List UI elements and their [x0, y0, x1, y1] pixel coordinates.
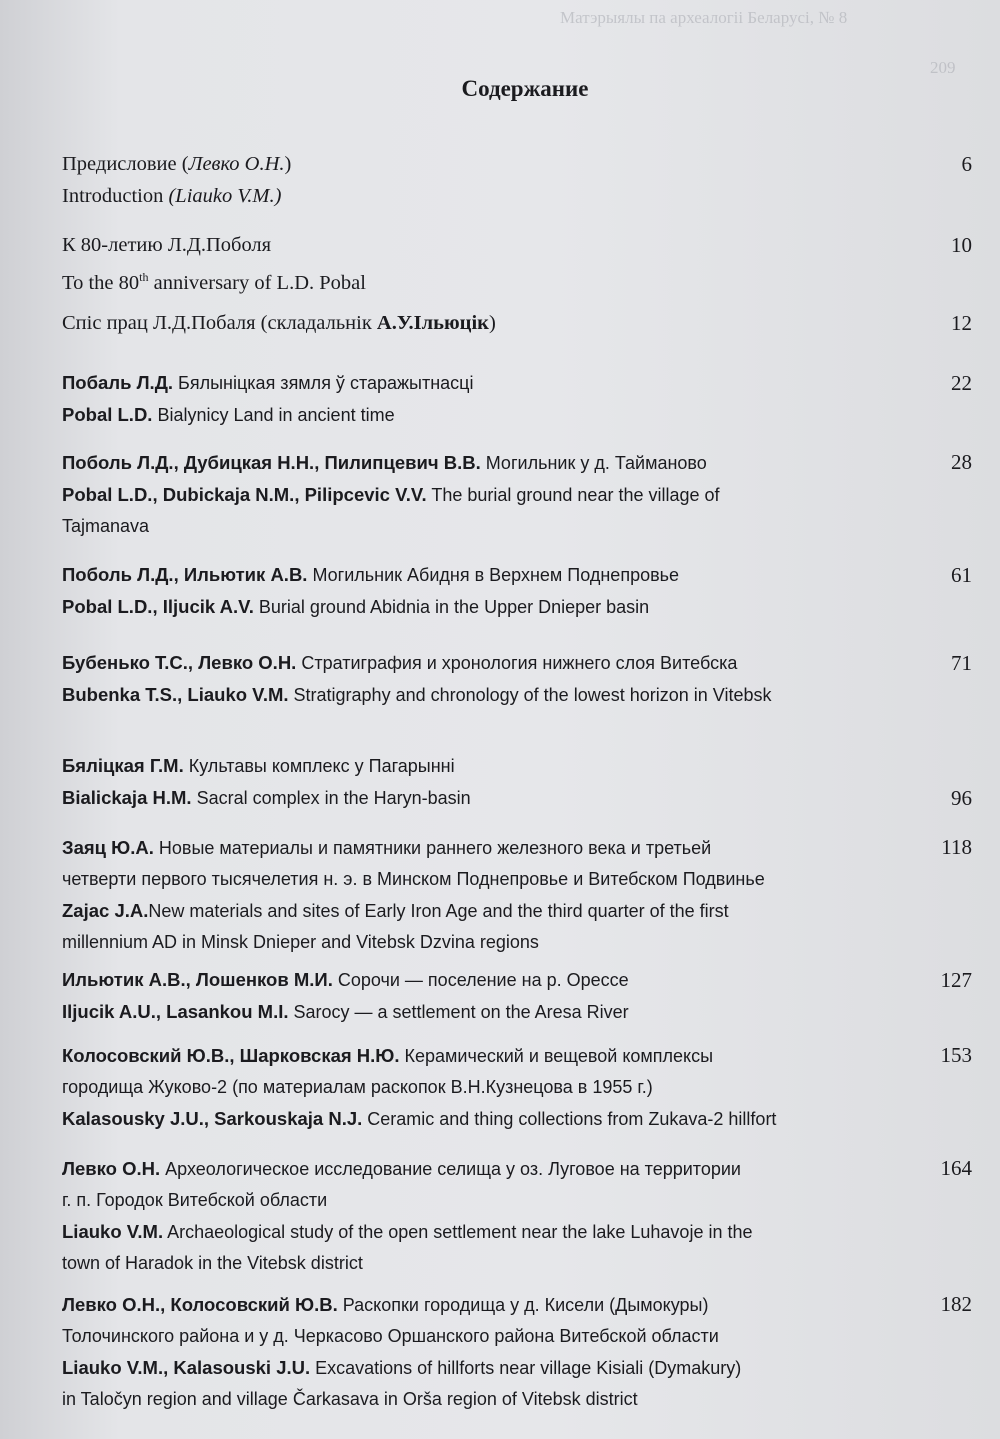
toc-line	[62, 864, 912, 895]
entry-title: четверти первого тысячелетия н. э. в Минском Поднепровье и Витебском Подвинье	[62, 869, 765, 889]
entry-title: town of Haradok in the Vitebsk district	[62, 1253, 363, 1273]
toc-entry	[62, 1153, 972, 1279]
toc-line	[62, 647, 912, 679]
ordinal-suffix: th	[139, 270, 149, 284]
toc-page-number: 22	[951, 371, 972, 395]
toc-entry	[62, 229, 972, 299]
toc-line	[62, 367, 912, 399]
toc-line	[62, 1289, 912, 1321]
entry-title: New materials and sites of Early Iron Age and the third quarter of the first	[148, 901, 729, 921]
toc-line	[62, 750, 912, 782]
toc-line	[62, 927, 912, 958]
entry-title: Стратиграфия и хронология нижнего слоя Витебска	[296, 653, 738, 673]
toc-line	[62, 1153, 912, 1185]
entry-title: Раскопки городища у д. Кисели (Дымокуры)	[337, 1295, 709, 1315]
toc-page-number: 118	[941, 835, 972, 859]
toc-line: To the 80th anniversary of L.D. Pobal	[62, 270, 366, 294]
entry-authors: Bubenka T.S., Liauko V.M.	[62, 684, 289, 705]
page-title: Содержание	[461, 76, 589, 101]
entry-authors: Pobal L.D., Dubickaja N.M., Pilipcevic V.V.	[62, 484, 427, 505]
toc-line: К 80-летию Л.Д.Поболя	[62, 234, 272, 256]
toc-page-number: 61	[951, 563, 972, 587]
toc-entry	[62, 447, 972, 542]
entry-authors: Поболь Л.Д., Ильютик А.В.	[62, 564, 308, 585]
entry-authors: Левко О.Н.	[62, 1158, 161, 1179]
running-head: Матэрыялы па археалогіі Беларусі, № 8	[560, 8, 848, 27]
entry-title: городища Жуково-2 (по материалам раскопок В.Н.Кузнецова в 1955 г.)	[62, 1077, 653, 1097]
entry-author-italic: (Liauko V.M.)	[168, 185, 282, 207]
entry-title: Sacral complex in the Haryn-basin	[191, 788, 471, 808]
toc-entry	[62, 559, 972, 623]
entry-authors: Iljucik A.U., Lasankou M.I.	[62, 1001, 289, 1022]
toc-entry	[62, 832, 972, 958]
toc-page-number: 10	[951, 233, 972, 257]
toc-page-number: 6	[961, 152, 972, 176]
toc-line	[62, 679, 912, 711]
toc-line	[62, 1216, 912, 1248]
entry-title: millennium AD in Minsk Dnieper and Vitebsk Dzvina regions	[62, 932, 539, 952]
entry-title: Могильник у д. Тайманово	[480, 453, 707, 473]
toc-line	[62, 964, 912, 996]
entry-authors: Kalasousky J.U., Sarkouskaja N.J.	[62, 1108, 363, 1129]
entry-title: Stratigraphy and chronology of the lowest horizon in Vitebsk	[288, 685, 772, 705]
toc-page-number: 127	[940, 968, 972, 992]
toc-line	[62, 1384, 912, 1415]
toc-line	[62, 559, 912, 591]
toc-line	[62, 1321, 912, 1352]
entry-title: Tajmanava	[62, 516, 150, 536]
entry-authors: Bialickaja H.M.	[62, 787, 192, 808]
entry-author-italic: Левко О.Н.	[188, 153, 285, 175]
entry-title: Могильник Абидня в Верхнем Поднепровье	[307, 565, 680, 585]
toc-page-number: 71	[951, 651, 972, 675]
entry-authors: Колосовский Ю.В., Шарковская Н.Ю.	[62, 1045, 400, 1066]
entry-title: Керамический и вещевой комплексы	[399, 1046, 714, 1066]
entry-authors: Pobal L.D., Iljucik A.V.	[62, 596, 254, 617]
toc-entry	[62, 1289, 972, 1415]
toc-line	[62, 591, 912, 623]
toc-entry	[62, 964, 972, 1028]
entry-authors: Побаль Л.Д.	[62, 372, 174, 393]
entry-title: Бялыніцкая зямля ў старажытнасці	[173, 373, 474, 393]
entry-title: The burial ground near the village of	[426, 485, 720, 505]
entry-title: Excavations of hillforts near village Kisiali (Dymakury)	[310, 1358, 742, 1378]
entry-title: Археологическое исследование селища у оз. Луговое на территории	[160, 1159, 741, 1179]
entry-authors: Заяц Ю.А.	[62, 837, 154, 858]
entry-title: in Taločyn region and village Čarkasava in Orša region of Vitebsk district	[62, 1389, 638, 1409]
entry-authors: Liauko V.M., Kalasouski J.U.	[62, 1357, 311, 1378]
toc-entry	[62, 367, 972, 431]
toc-page-number: 153	[940, 1043, 972, 1067]
toc-line	[62, 1352, 912, 1384]
toc-line	[62, 782, 912, 814]
toc-page-number: 28	[951, 450, 972, 474]
entry-title: Bialynicy Land in ancient time	[152, 405, 395, 425]
toc-entry	[62, 148, 972, 212]
toc-page-number: 164	[940, 1156, 972, 1180]
entry-authors: Бубенько Т.С., Левко О.Н.	[62, 652, 297, 673]
faint-page-number: 209	[930, 58, 956, 77]
entry-authors: Pobal L.D.	[62, 404, 153, 425]
toc-line	[62, 479, 912, 511]
toc-line: Introduction (Liauko V.M.)	[62, 185, 282, 207]
toc-page-number: 182	[940, 1292, 972, 1316]
entry-authors: Zajac J.A.	[62, 900, 149, 921]
toc-line	[62, 447, 912, 479]
toc-line	[62, 832, 912, 864]
entry-title: Sarocy — a settlement on the Aresa River	[288, 1002, 629, 1022]
entry-title: Культавы комплекс у Пагарынні	[183, 756, 455, 776]
toc-line	[62, 511, 912, 542]
entry-authors: Поболь Л.Д., Дубицкая Н.Н., Пилипцевич В.В.	[62, 452, 481, 473]
toc-line	[62, 399, 912, 431]
toc-line	[62, 996, 912, 1028]
toc-entry	[62, 647, 972, 711]
toc-line	[62, 1072, 912, 1103]
toc-page-number: 96	[951, 786, 972, 810]
entry-authors: Левко О.Н., Колосовский Ю.В.	[62, 1294, 338, 1315]
entry-title: Burial ground Abidnia in the Upper Dnieper basin	[253, 597, 650, 617]
entry-title: Ceramic and thing collections from Zukava-2 hillfort	[362, 1109, 777, 1129]
entry-title: Archaeological study of the open settlement near the lake Luhavoje in the	[163, 1222, 753, 1242]
toc-line	[62, 1248, 912, 1279]
toc-line	[62, 1103, 912, 1135]
toc-line	[62, 1185, 912, 1216]
entry-title: Толочинского района и у д. Черкасово Оршанского района Витебской области	[62, 1326, 719, 1346]
entry-title: Новые материалы и памятники раннего железного века и третьей	[153, 838, 712, 858]
entry-authors: Бяліцкая Г.М.	[62, 755, 184, 776]
toc-entry	[62, 750, 972, 814]
entry-title: г. п. Городок Витебской области	[62, 1190, 328, 1210]
toc-line: Предисловие (Левко О.Н.)	[62, 153, 292, 175]
entry-compiler: А.У.Ільюцік	[376, 312, 489, 334]
toc-line: Спіс прац Л.Д.Побаля (складальнік А.У.Ільюцік)	[62, 312, 496, 334]
toc-page-number: 12	[951, 311, 972, 335]
toc-line	[62, 1040, 912, 1072]
entry-authors: Ильютик А.В., Лошенков М.И.	[62, 969, 333, 990]
toc-entry	[62, 1040, 972, 1135]
entry-title: Сорочи — поселение на р. Орессе	[332, 970, 629, 990]
toc-entry	[62, 307, 972, 339]
entry-authors: Liauko V.M.	[62, 1221, 164, 1242]
toc-line	[62, 895, 912, 927]
